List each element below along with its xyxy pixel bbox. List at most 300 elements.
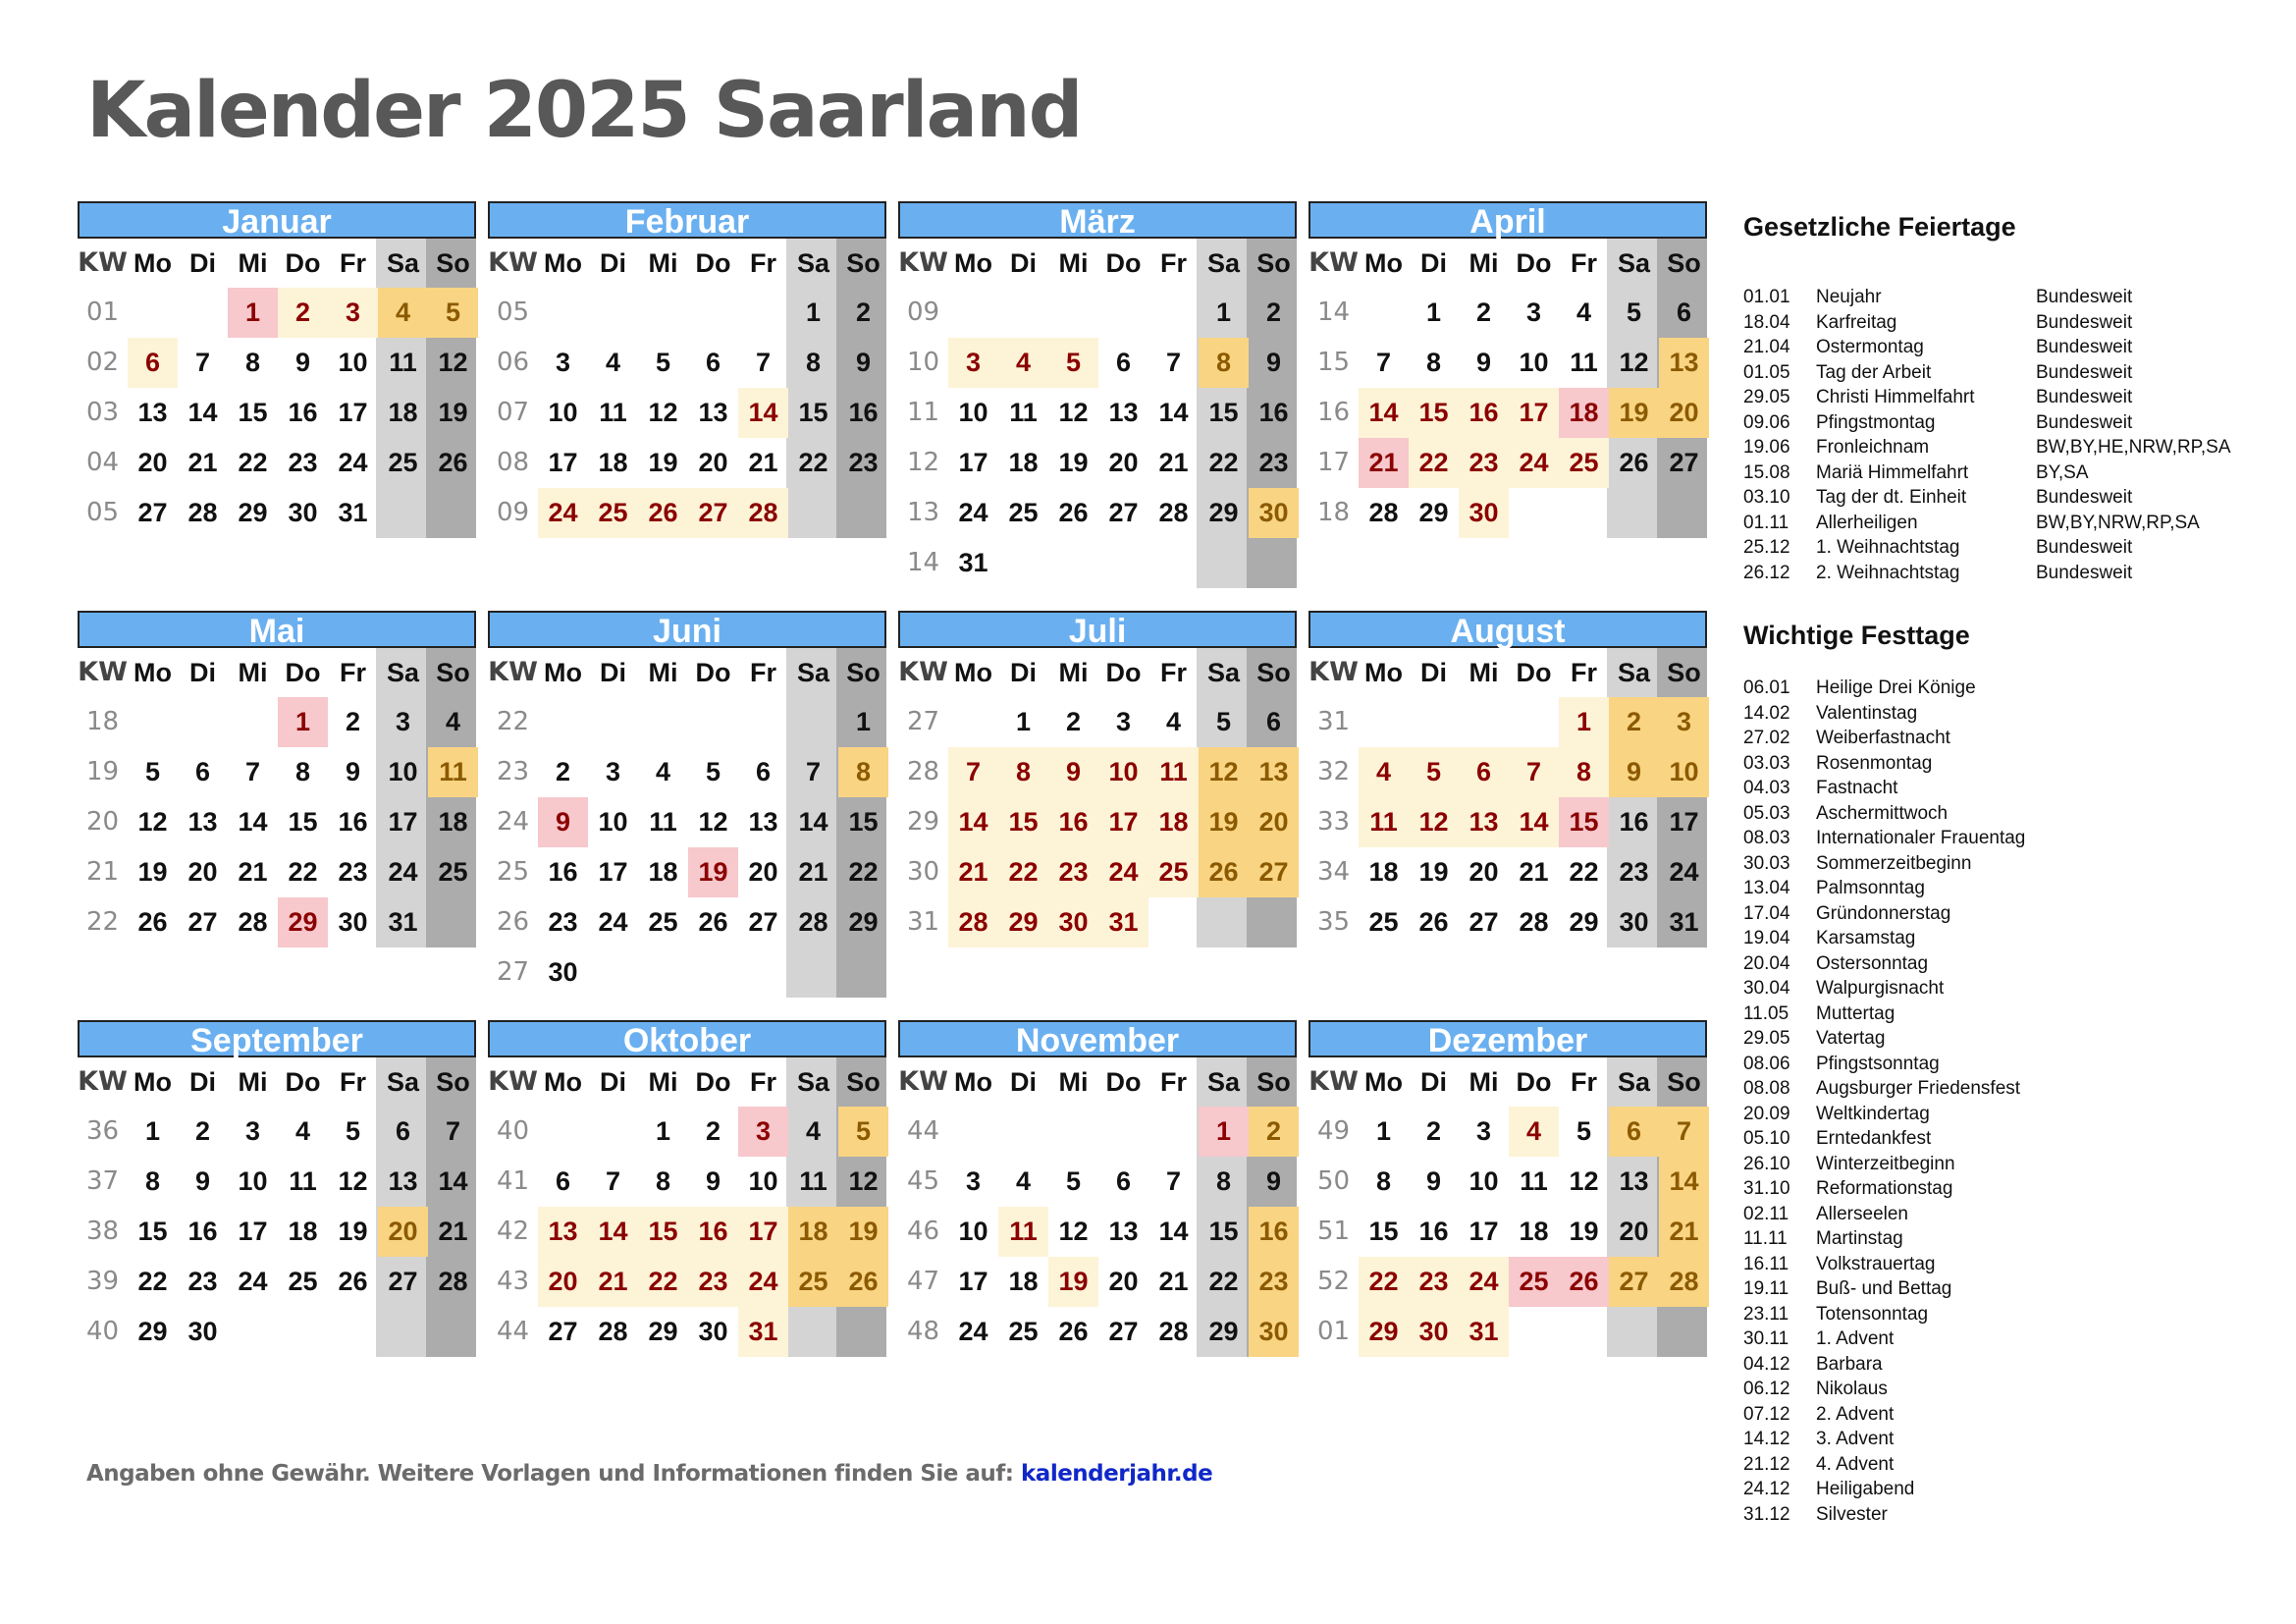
- day-cell: 18: [648, 857, 678, 887]
- festival-name: Augsburger Friedensfest: [1816, 1078, 2021, 1099]
- festival-name: Vatertag: [1816, 1028, 1886, 1049]
- kw-number: 46: [906, 1217, 940, 1246]
- month-4: [1308, 201, 1707, 633]
- weekday-header: Mo: [544, 1067, 582, 1097]
- day-cell: 8: [655, 1166, 671, 1196]
- kw-number: 44: [906, 1116, 940, 1146]
- day-cell: 8: [294, 757, 311, 786]
- holiday-name: Ostermontag: [1816, 337, 1924, 357]
- day-cell: 1: [144, 1116, 161, 1146]
- day-cell: 15: [848, 807, 879, 837]
- day-cell: 10: [598, 807, 628, 837]
- festival-name: Sommerzeitbeginn: [1816, 852, 1972, 874]
- festival-name: Pfingstsonntag: [1816, 1053, 1940, 1074]
- day-cell: 23: [187, 1267, 218, 1296]
- weekday-header: Mi: [1468, 658, 1499, 687]
- weekday-header: Do: [1516, 248, 1552, 278]
- festival-date: 06.01: [1743, 677, 1790, 698]
- day-cell: 13: [137, 398, 168, 427]
- day-cell: 19: [1048, 1257, 1098, 1307]
- day-cell: 30: [1249, 1307, 1299, 1357]
- kw-number: 02: [85, 348, 120, 377]
- kw-header: KW: [78, 657, 128, 687]
- day-cell: 20: [1619, 1217, 1649, 1246]
- holiday-region: Bundesweit: [2036, 361, 2133, 383]
- day-cell: 8: [1215, 1166, 1232, 1196]
- day-cell: 19: [438, 398, 468, 427]
- holiday-date: 03.10: [1743, 487, 1790, 508]
- kw-number: 11: [906, 398, 940, 427]
- day-cell: 24: [538, 488, 588, 538]
- day-cell: 14: [738, 388, 788, 438]
- kw-header: KW: [78, 247, 128, 278]
- day-cell: 16: [1459, 388, 1509, 438]
- kw-header: KW: [1308, 247, 1359, 278]
- weekday-header: Sa: [386, 1067, 420, 1097]
- day-cell: 12: [438, 348, 468, 377]
- day-cell: 6: [1459, 747, 1509, 797]
- day-cell: 25: [1008, 498, 1039, 527]
- weekday-header: Di: [189, 1067, 216, 1097]
- weekday-header: Mo: [1364, 248, 1403, 278]
- month-12: [1308, 1020, 1707, 1452]
- holiday-region: Bundesweit: [2036, 387, 2133, 407]
- month-grid: [78, 648, 476, 1043]
- weekday-header: Di: [1420, 1067, 1447, 1097]
- day-cell: 4: [378, 288, 428, 338]
- day-cell: 26: [1058, 498, 1089, 527]
- holiday-date: 21.04: [1743, 337, 1790, 357]
- month-title: April: [1308, 201, 1707, 239]
- day-cell: 12: [698, 807, 728, 837]
- festival-date: 20.09: [1743, 1103, 1790, 1124]
- day-cell: 9: [1265, 1166, 1282, 1196]
- kw-header: KW: [898, 657, 948, 687]
- day-cell: 24: [388, 857, 418, 887]
- day-cell: 7: [755, 348, 772, 377]
- day-cell: 7: [445, 1116, 461, 1146]
- day-cell: 10: [958, 398, 988, 427]
- kw-number: 20: [85, 807, 120, 837]
- day-cell: 6: [1609, 1107, 1659, 1157]
- day-cell: 28: [1519, 907, 1549, 937]
- weekday-header: Mi: [648, 658, 678, 687]
- month-title: Mai: [78, 611, 476, 648]
- day-cell: 9: [538, 797, 588, 847]
- festival-name: Valentinstag: [1816, 702, 1918, 724]
- day-cell: 27: [688, 488, 738, 538]
- day-cell: 15: [1208, 1217, 1239, 1246]
- day-cell: 29: [137, 1317, 168, 1346]
- festival-date: 30.03: [1743, 852, 1790, 874]
- day-cell: 15: [798, 398, 828, 427]
- month-9: [78, 1020, 476, 1452]
- day-cell: 18: [1519, 1217, 1549, 1246]
- weekday-header: Sa: [796, 1067, 830, 1097]
- weekday-header: Fr: [340, 658, 366, 687]
- day-cell: 13: [698, 398, 728, 427]
- day-cell: 14: [1659, 1157, 1709, 1207]
- holiday-date: 01.05: [1743, 361, 1790, 383]
- holiday-region: Bundesweit: [2036, 311, 2133, 333]
- weekday-header: So: [436, 248, 470, 278]
- holiday-date: 26.12: [1743, 562, 1790, 583]
- festival-name: Weiberfastnacht: [1816, 728, 1950, 748]
- kw-number: 40: [85, 1317, 120, 1346]
- day-cell: 18: [388, 398, 418, 427]
- day-cell: 25: [388, 448, 418, 477]
- day-cell: 22: [998, 847, 1048, 897]
- day-cell: 4: [1165, 707, 1182, 736]
- day-cell: 11: [1520, 1166, 1548, 1196]
- day-cell: 28: [238, 907, 268, 937]
- festival-date: 06.12: [1743, 1379, 1790, 1399]
- weekday-header: Fr: [340, 248, 366, 278]
- day-cell: 14: [438, 1166, 468, 1196]
- kw-number: 01: [85, 298, 120, 327]
- festival-date: 13.04: [1743, 878, 1790, 898]
- day-cell: 26: [1199, 847, 1249, 897]
- day-cell: 29: [848, 907, 879, 937]
- day-cell: 14: [187, 398, 218, 427]
- kw-number: 21: [85, 857, 120, 887]
- day-cell: 23: [1459, 438, 1509, 488]
- day-cell: 8: [144, 1166, 161, 1196]
- weekday-header: Fr: [1160, 1067, 1187, 1097]
- kw-number: 05: [85, 498, 120, 527]
- festival-date: 31.12: [1743, 1503, 1790, 1525]
- weekday-header: Do: [285, 658, 321, 687]
- day-cell: 14: [798, 807, 828, 837]
- kw-number: 36: [85, 1116, 120, 1146]
- weekday-header: Do: [695, 1067, 731, 1097]
- day-cell: 14: [1158, 398, 1189, 427]
- day-cell: 16: [1258, 398, 1289, 427]
- day-cell: 29: [1208, 498, 1239, 527]
- month-10: [488, 1020, 886, 1452]
- day-cell: 25: [1368, 907, 1399, 937]
- holiday-region: Bundesweit: [2036, 562, 2133, 583]
- weekday-header: Mo: [133, 658, 172, 687]
- day-cell: 10: [338, 348, 368, 377]
- weekday-header: Di: [600, 658, 626, 687]
- festival-name: Martinstag: [1816, 1228, 1903, 1249]
- kw-number: 48: [906, 1317, 940, 1346]
- day-cell: 23: [848, 448, 879, 477]
- festival-name: Nikolaus: [1816, 1379, 1888, 1399]
- day-cell: 21: [748, 448, 778, 477]
- day-cell: 23: [1619, 857, 1649, 887]
- day-cell: 28: [738, 488, 788, 538]
- month-grid: [898, 239, 1297, 633]
- day-cell: 7: [605, 1166, 621, 1196]
- day-cell: 22: [848, 857, 879, 887]
- day-cell: 24: [1459, 1257, 1509, 1307]
- day-cell: 27: [1669, 448, 1699, 477]
- day-cell: 12: [338, 1166, 368, 1196]
- day-cell: 1: [1375, 1116, 1392, 1146]
- day-cell: 14: [1509, 797, 1559, 847]
- weekday-header: Fr: [1160, 248, 1187, 278]
- kw-number: 19: [85, 757, 120, 786]
- day-cell: 2: [345, 707, 361, 736]
- day-cell: 20: [137, 448, 168, 477]
- weekday-header: Mo: [133, 1067, 172, 1097]
- kw-number: 03: [85, 398, 120, 427]
- day-cell: 22: [1569, 857, 1599, 887]
- festival-date: 05.10: [1743, 1128, 1790, 1149]
- day-cell: 30: [1619, 907, 1649, 937]
- day-cell: 7: [244, 757, 261, 786]
- day-cell: 9: [345, 757, 361, 786]
- day-cell: 23: [548, 907, 578, 937]
- day-cell: 16: [688, 1207, 738, 1257]
- day-cell: 28: [598, 1317, 628, 1346]
- page-title: Kalender 2025 Saarland: [86, 67, 1082, 155]
- day-cell: 31: [1669, 907, 1699, 937]
- festival-date: 04.03: [1743, 778, 1790, 798]
- day-cell: 21: [948, 847, 998, 897]
- day-cell: 2: [1249, 1107, 1299, 1157]
- sidebar-lists: [1743, 0, 2293, 1624]
- day-cell: 23: [688, 1257, 738, 1307]
- kw-number: 07: [496, 398, 530, 427]
- day-cell: 3: [244, 1116, 261, 1146]
- kw-number: 42: [496, 1217, 530, 1246]
- day-cell: 12: [1409, 797, 1459, 847]
- festival-name: Weltkindertag: [1816, 1103, 1930, 1124]
- kw-number: 40: [496, 1116, 530, 1146]
- month-2: [488, 201, 886, 633]
- day-cell: 20: [748, 857, 778, 887]
- day-cell: 20: [1108, 1267, 1139, 1296]
- day-cell: 3: [1475, 1116, 1492, 1146]
- weekday-header: So: [846, 1067, 881, 1097]
- day-cell: 28: [948, 897, 998, 947]
- weekday-header: Fr: [750, 248, 776, 278]
- day-cell: 19: [338, 1217, 368, 1246]
- festival-date: 14.12: [1743, 1429, 1790, 1449]
- day-cell: 22: [1208, 1267, 1239, 1296]
- day-cell: 5: [838, 1107, 888, 1157]
- weekday-header: Mi: [238, 248, 268, 278]
- day-cell: 11: [649, 807, 677, 837]
- day-cell: 12: [137, 807, 168, 837]
- day-cell: 18: [598, 448, 628, 477]
- day-cell: 6: [555, 1166, 571, 1196]
- day-cell: 16: [1418, 1217, 1449, 1246]
- day-cell: 3: [738, 1107, 788, 1157]
- day-cell: 10: [548, 398, 578, 427]
- festival-name: Karsamstag: [1816, 928, 1916, 948]
- day-cell: 6: [395, 1116, 411, 1146]
- day-cell: 23: [1249, 1257, 1299, 1307]
- day-cell: 7: [1659, 1107, 1709, 1157]
- holiday-date: 15.08: [1743, 461, 1790, 483]
- month-3: [898, 201, 1297, 633]
- day-cell: 25: [788, 1257, 838, 1307]
- festival-date: 24.12: [1743, 1479, 1790, 1499]
- day-cell: 17: [958, 1267, 988, 1296]
- day-cell: 29: [1569, 907, 1599, 937]
- footer-note: [86, 1461, 1212, 1487]
- day-cell: 9: [1609, 747, 1659, 797]
- footer-link[interactable]: kalenderjahr.de: [1021, 1461, 1213, 1487]
- holiday-date: 25.12: [1743, 537, 1790, 558]
- kw-number: 09: [906, 298, 940, 327]
- festival-date: 31.10: [1743, 1178, 1790, 1199]
- day-cell: 26: [137, 907, 168, 937]
- day-cell: 7: [1509, 747, 1559, 797]
- day-cell: 21: [1158, 1267, 1189, 1296]
- weekday-header: Mo: [954, 658, 992, 687]
- weekday-header: Sa: [1206, 1067, 1241, 1097]
- festival-name: Erntedankfest: [1816, 1128, 1932, 1149]
- kw-number: 39: [85, 1267, 120, 1296]
- day-cell: 25: [1509, 1257, 1559, 1307]
- day-cell: 24: [958, 1317, 988, 1346]
- day-cell: 21: [588, 1257, 638, 1307]
- day-cell: 5: [428, 288, 478, 338]
- day-cell: 4: [605, 348, 621, 377]
- day-cell: 11: [799, 1166, 828, 1196]
- day-cell: 3: [965, 1166, 982, 1196]
- day-cell: 8: [1199, 338, 1249, 388]
- weekday-header: Mi: [648, 1067, 678, 1097]
- holiday-region: Bundesweit: [2036, 487, 2133, 508]
- day-cell: 11: [599, 398, 627, 427]
- day-cell: 16: [187, 1217, 218, 1246]
- weekday-header: Fr: [750, 1067, 776, 1097]
- day-cell: 18: [438, 807, 468, 837]
- day-cell: 12: [1199, 747, 1249, 797]
- kw-number: 31: [1316, 707, 1351, 736]
- kw-number: 15: [1316, 348, 1351, 377]
- weekday-header: Sa: [1206, 658, 1241, 687]
- kw-number: 38: [85, 1217, 120, 1246]
- day-cell: 3: [948, 338, 998, 388]
- kw-number: 33: [1316, 807, 1351, 837]
- day-cell: 15: [1409, 388, 1459, 438]
- holiday-date: 01.01: [1743, 287, 1790, 307]
- festival-date: 08.08: [1743, 1078, 1790, 1099]
- day-cell: 19: [688, 847, 738, 897]
- holiday-region: Bundesweit: [2036, 537, 2133, 558]
- weekday-header: Di: [1010, 1067, 1037, 1097]
- day-cell: 22: [638, 1257, 688, 1307]
- day-cell: 12: [1058, 398, 1089, 427]
- day-cell: 13: [1459, 797, 1509, 847]
- festival-date: 20.04: [1743, 952, 1790, 974]
- day-cell: 26: [1058, 1317, 1089, 1346]
- day-cell: 29: [998, 897, 1048, 947]
- day-cell: 4: [1015, 1166, 1032, 1196]
- month-title: Oktober: [488, 1020, 886, 1057]
- weekday-header: Mi: [238, 658, 268, 687]
- day-cell: 13: [1659, 338, 1709, 388]
- festival-name: Totensonntag: [1816, 1303, 1929, 1325]
- day-cell: 20: [1249, 797, 1299, 847]
- kw-number: 45: [906, 1166, 940, 1196]
- day-cell: 1: [1199, 1107, 1249, 1157]
- weekday-header: Mo: [133, 248, 172, 278]
- day-cell: 15: [1368, 1217, 1399, 1246]
- day-cell: 22: [288, 857, 318, 887]
- day-cell: 29: [278, 897, 328, 947]
- day-cell: 29: [238, 498, 268, 527]
- day-cell: 21: [1519, 857, 1549, 887]
- month-title: August: [1308, 611, 1707, 648]
- day-cell: 22: [1208, 448, 1239, 477]
- day-cell: 11: [289, 1166, 317, 1196]
- kw-number: 27: [906, 707, 940, 736]
- day-cell: 2: [1065, 707, 1082, 736]
- month-title: Juli: [898, 611, 1297, 648]
- day-cell: 4: [294, 1116, 311, 1146]
- festival-date: 19.04: [1743, 928, 1790, 948]
- day-cell: 10: [1659, 747, 1709, 797]
- day-cell: 10: [238, 1166, 268, 1196]
- kw-number: 09: [496, 498, 530, 527]
- day-cell: 5: [1215, 707, 1232, 736]
- kw-number: 22: [85, 907, 120, 937]
- day-cell: 14: [588, 1207, 638, 1257]
- day-cell: 5: [705, 757, 721, 786]
- day-cell: 26: [338, 1267, 368, 1296]
- kw-number: 27: [496, 957, 530, 987]
- day-cell: 25: [1008, 1317, 1039, 1346]
- kw-header: KW: [488, 247, 538, 278]
- day-cell: 9: [1048, 747, 1098, 797]
- holiday-region: Bundesweit: [2036, 337, 2133, 357]
- day-cell: 26: [438, 448, 468, 477]
- day-cell: 24: [738, 1257, 788, 1307]
- weekday-header: Sa: [1617, 1067, 1651, 1097]
- festival-name: Rosenmontag: [1816, 752, 1933, 774]
- festival-name: Palmsonntag: [1816, 878, 1925, 898]
- day-cell: 24: [1669, 857, 1699, 887]
- day-cell: 28: [1158, 498, 1189, 527]
- kw-header: KW: [898, 1066, 948, 1097]
- weekday-header: Do: [695, 658, 731, 687]
- day-cell: 22: [1409, 438, 1459, 488]
- weekday-header: So: [436, 1067, 470, 1097]
- kw-number: 04: [85, 448, 120, 477]
- holiday-region: BW,BY,HE,NRW,RP,SA: [2036, 437, 2231, 458]
- day-cell: 2: [555, 757, 571, 786]
- day-cell: 14: [238, 807, 268, 837]
- weekday-header: Mo: [544, 248, 582, 278]
- day-cell: 31: [388, 907, 418, 937]
- kw-header: KW: [1308, 1066, 1359, 1097]
- month-grid: [898, 648, 1297, 1043]
- day-cell: 30: [698, 1317, 728, 1346]
- festival-name: Heilige Drei Könige: [1816, 677, 1976, 698]
- day-cell: 7: [1165, 348, 1182, 377]
- day-cell: 6: [1115, 348, 1132, 377]
- kw-number: 49: [1316, 1116, 1351, 1146]
- holiday-region: BW,BY,NRW,RP,SA: [2036, 512, 2200, 533]
- day-cell: 5: [1065, 1166, 1082, 1196]
- day-cell: 9: [1265, 348, 1282, 377]
- day-cell: 12: [848, 1166, 879, 1196]
- day-cell: 10: [958, 1217, 988, 1246]
- kw-header: KW: [78, 1066, 128, 1097]
- day-cell: 27: [548, 1317, 578, 1346]
- day-cell: 19: [137, 857, 168, 887]
- day-cell: 6: [705, 348, 721, 377]
- weekday-header: Do: [1516, 1067, 1552, 1097]
